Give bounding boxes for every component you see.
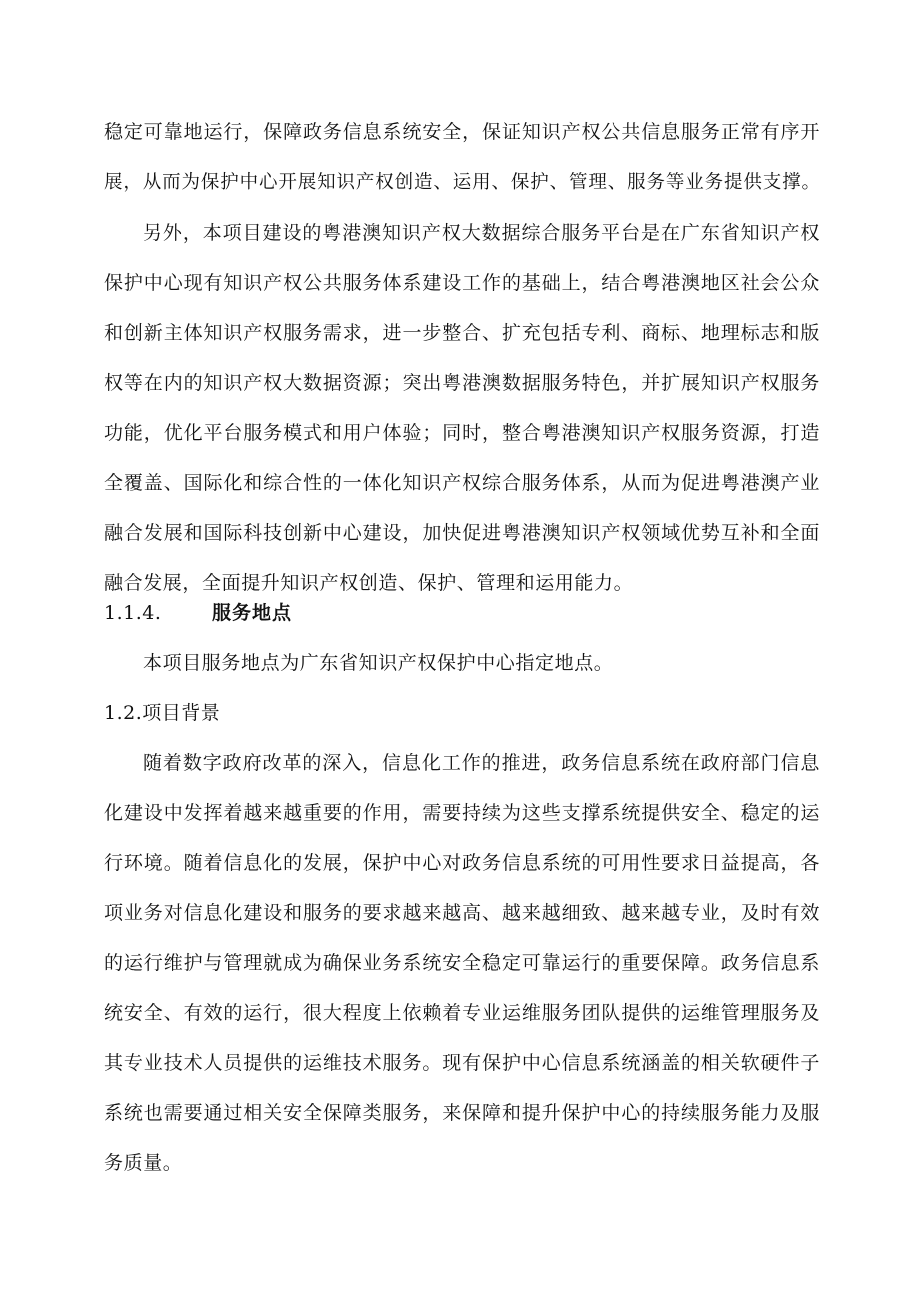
paragraph-line: 展，从而为保护中心开展知识产权创造、运用、保护、管理、服务等业务提供支撑。 — [104, 172, 820, 193]
paragraph-line: 随着数字政府改革的深入，信息化工作的推进，政务信息系统在政府部门信息 — [143, 752, 820, 774]
paragraph-line: 本项目服务地点为广东省知识产权保护中心指定地点。 — [143, 652, 614, 674]
paragraph-line: 融合发展和国际科技创新中心建设，加快促进粤港澳知识产权领域优势互补和全面 — [104, 522, 820, 544]
paragraph-line: 保护中心现有知识产权公共服务体系建设工作的基础上，结合粤港澳地区社会公众 — [104, 272, 820, 294]
paragraph-line: 务质量。 — [104, 1152, 183, 1174]
paragraph-line: 稳定可靠地运行，保障政务信息系统安全，保证知识产权公共信息服务正常有序开 — [104, 121, 820, 143]
paragraph-line: 统安全、有效的运行，很大程度上依赖着专业运维服务团队提供的运维管理服务及 — [104, 1002, 820, 1024]
paragraph-line: 其专业技术人员提供的运维技术服务。现有保护中心信息系统涵盖的相关软硬件子 — [104, 1052, 820, 1074]
paragraph-line: 系统也需要通过相关安全保障类服务，来保障和提升保护中心的持续服务能力及服 — [104, 1102, 820, 1124]
paragraph-line: 融合发展，全面提升知识产权创造、保护、管理和运用能力。 — [104, 572, 634, 594]
paragraph-line: 全覆盖、国际化和综合性的一体化知识产权综合服务体系，从而为促进粤港澳产业 — [104, 472, 820, 494]
section-title: 服务地点 — [212, 602, 293, 624]
paragraph-line: 功能，优化平台服务模式和用户体验；同时，整合粤港澳知识产权服务资源，打造 — [104, 422, 820, 444]
paragraph-line: 项业务对信息化建设和服务的要求越来越高、越来越细致、越来越专业，及时有效 — [104, 902, 820, 924]
paragraph-line: 的运行维护与管理就成为确保业务系统安全稳定可靠运行的重要保障。政务信息系 — [104, 952, 820, 974]
paragraph-line: 和创新主体知识产权服务需求，进一步整合、扩充包括专利、商标、地理标志和版 — [104, 322, 820, 344]
paragraph-line: 行环境。随着信息化的发展，保护中心对政务信息系统的可用性要求日益提高，各 — [104, 852, 820, 874]
section-number: 1.1.4. — [104, 602, 162, 624]
paragraph-line: 化建设中发挥着越来越重要的作用，需要持续为这些支撑系统提供安全、稳定的运 — [104, 802, 820, 824]
paragraph-line: 权等在内的知识产权大数据资源；突出粤港澳数据服务特色，并扩展知识产权服务 — [104, 372, 820, 394]
section-heading: 1.2.项目背景 — [104, 702, 221, 724]
paragraph-line: 另外，本项目建设的粤港澳知识产权大数据综合服务平台是在广东省知识产权 — [143, 222, 820, 244]
